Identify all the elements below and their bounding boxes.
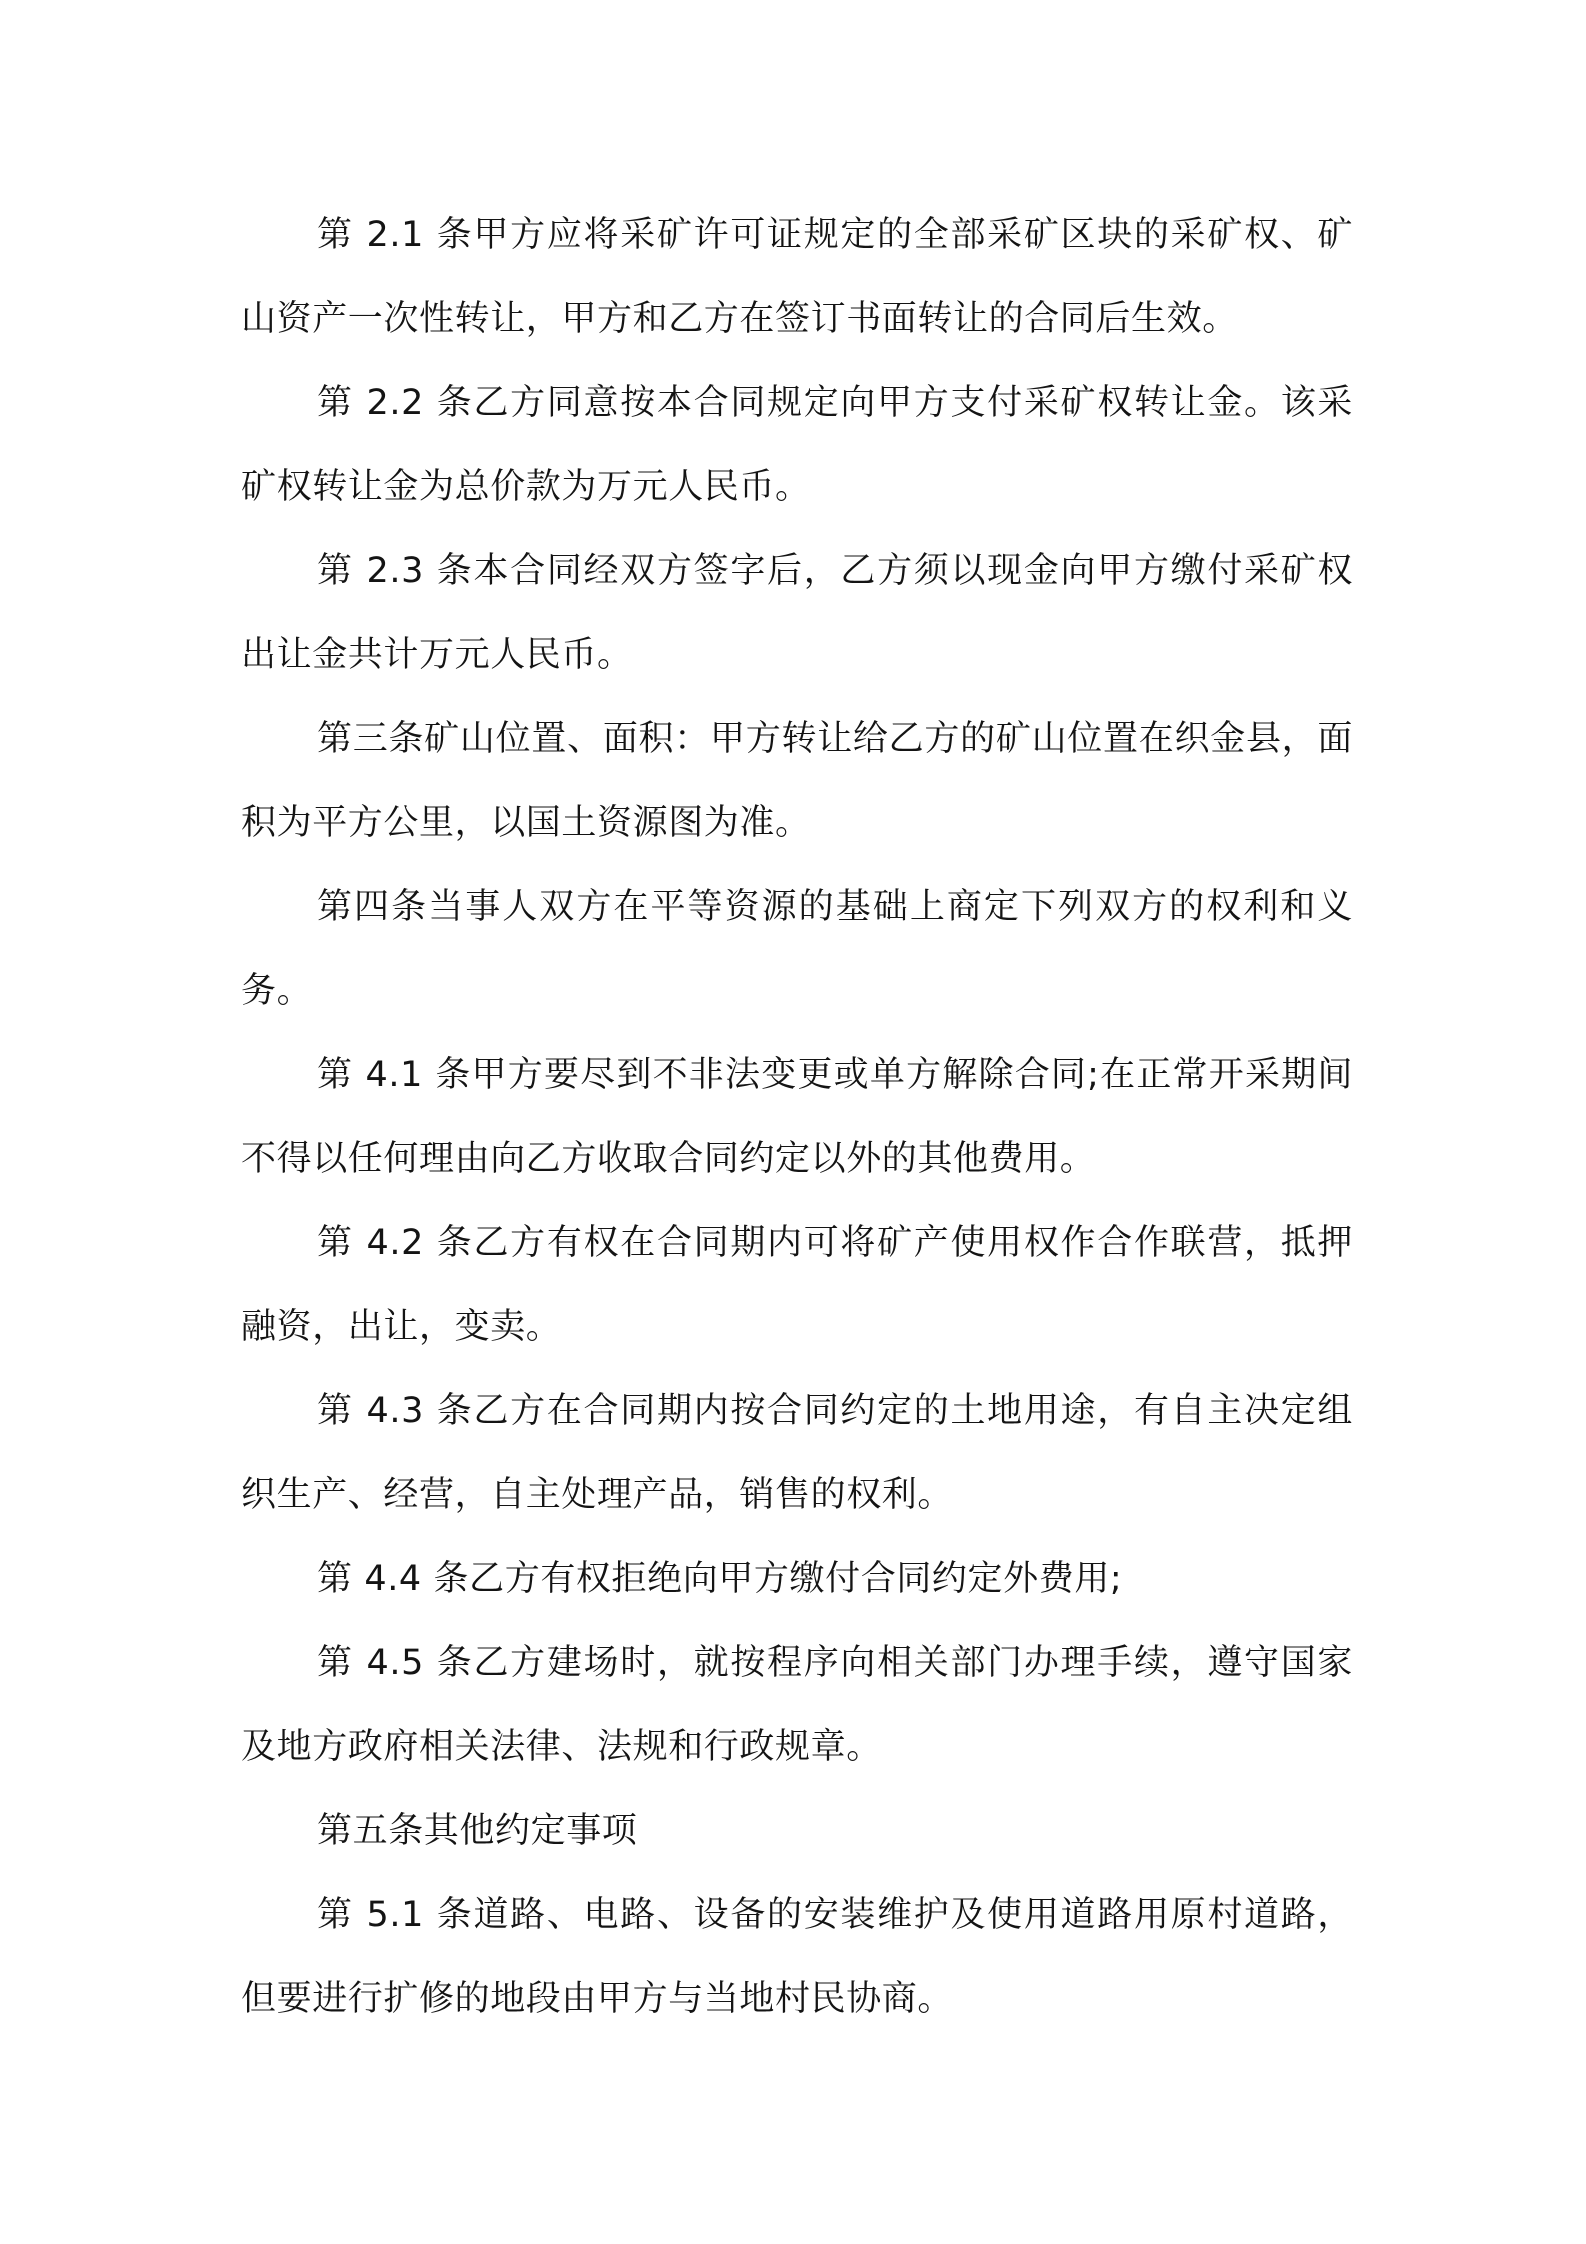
clause-3: 第三条矿山位置、面积：甲方转让给乙方的矿山位置在织金县，面积为平方公里，以国土资源图为准。 xyxy=(241,719,1353,843)
clause-2-1: 第 2.1 条甲方应将采矿许可证规定的全部采矿区块的采矿权、矿山资产一次性转让，甲方和乙方在签订书面转让的合同后生效。 xyxy=(241,215,1353,339)
clause-2-3: 第 2.3 条本合同经双方签字后，乙方须以现金向甲方缴付采矿权出让金共计万元人民币。 xyxy=(241,551,1353,675)
clause-4: 第四条当事人双方在平等资源的基础上商定下列双方的权利和义务。 xyxy=(241,887,1353,1011)
clause-4-1: 第 4.1 条甲方要尽到不非法变更或单方解除合同;在正常开采期间不得以任何理由向乙方收取合同约定以外的其他费用。 xyxy=(241,1055,1353,1179)
clause-4-3: 第 4.3 条乙方在合同期内按合同约定的土地用途，有自主决定组织生产、经营，自主处理产品，销售的权利。 xyxy=(241,1391,1353,1515)
clause-4-2: 第 4.2 条乙方有权在合同期内可将矿产使用权作合作联营，抵押融资，出让，变卖。 xyxy=(241,1223,1353,1347)
clause-4-5: 第 4.5 条乙方建场时，就按程序向相关部门办理手续，遵守国家及地方政府相关法律、法规和行政规章。 xyxy=(241,1643,1353,1767)
clause-2-2: 第 2.2 条乙方同意按本合同规定向甲方支付采矿权转让金。该采矿权转让金为总价款为万元人民币。 xyxy=(241,383,1353,507)
document-body xyxy=(241,193,1353,2041)
clause-4-4: 第 4.4 条乙方有权拒绝向甲方缴付合同约定外费用; xyxy=(317,1559,1123,1599)
clause-5-1: 第 5.1 条道路、电路、设备的安装维护及使用道路用原村道路，但要进行扩修的地段由甲方与当地村民协商。 xyxy=(241,1895,1353,2019)
clause-5: 第五条其他约定事项 xyxy=(317,1811,638,1851)
